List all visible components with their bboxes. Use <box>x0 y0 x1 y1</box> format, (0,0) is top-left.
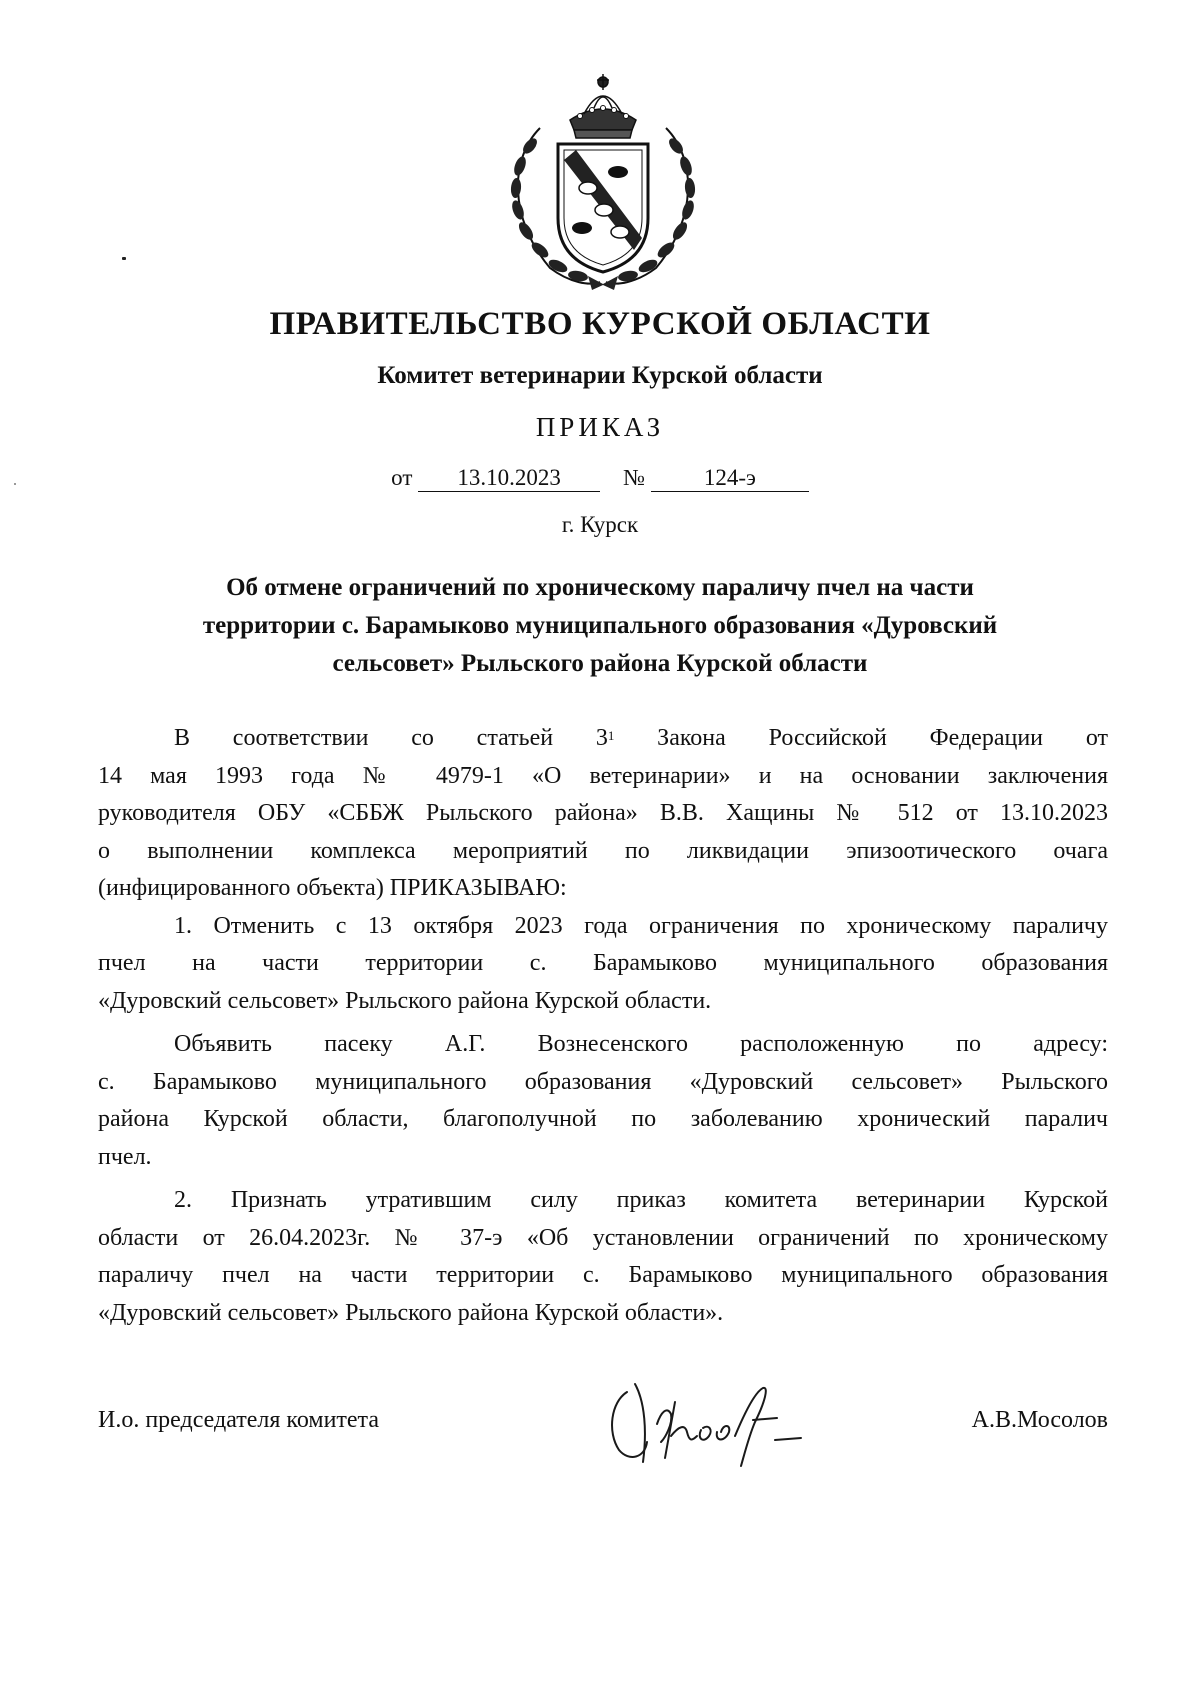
government-title: ПРАВИТЕЛЬСТВО КУРСКОЙ ОБЛАСТИ <box>269 306 931 342</box>
body-line: руководителя ОБУ «СББЖ Рыльского района» В.В. Хащины № 512 от 13.10.2023 <box>98 800 1108 826</box>
handwritten-signature <box>605 1362 835 1472</box>
subject-line: территории с. Барамыково муниципального образования «Дуровский <box>202 612 998 639</box>
coat-of-arms-icon <box>500 68 706 292</box>
body-line: района Курской области, благополучной по заболеванию хронический паралич <box>98 1106 1108 1132</box>
order-number: 124-э <box>651 465 809 492</box>
body-line: с. Барамыково муниципального образования «Дуровский сельсовет» Рыльского <box>98 1068 1108 1095</box>
signatory-position: И.о. председателя комитета <box>98 1407 379 1433</box>
body-line: параличу пчел на части территории с. Барамыково муниципального образования <box>98 1262 1108 1288</box>
committee-name: Комитет ветеринарии Курской области <box>377 362 823 389</box>
subject-line: сельсовет» Рыльского района Курской области <box>332 650 868 677</box>
body-line: Объявить пасеку А.Г. Вознесенского расположенную по адресу: <box>174 1031 1108 1057</box>
subject-line: Об отмене ограничений по хроническому параличу пчел на части <box>226 574 974 601</box>
date-prefix: от <box>391 465 413 490</box>
date-number-line <box>0 465 1200 492</box>
document-type: ПРИКАЗ <box>535 412 665 442</box>
order-subject <box>150 569 1050 683</box>
body-line: 14 мая 1993 года № 4979-1 «О ветеринарии» и на основании заключения <box>98 762 1108 789</box>
body-line: области от 26.04.2023г. № 37-э «Об установлении ограничений по хроническому <box>98 1224 1108 1251</box>
body-line: пчел на части территории с. Барамыково муниципального образования <box>98 950 1108 976</box>
signatory-name: А.В.Мосолов <box>971 1407 1108 1433</box>
body-text: В соответствии со статьей 3 <box>174 725 608 751</box>
body-line: «Дуровский сельсовет» Рыльского района Курской области. <box>98 987 712 1014</box>
scan-artifact <box>122 257 126 260</box>
body-line: (инфицированного объекта) ПРИКАЗЫВАЮ: <box>98 875 567 901</box>
body-line: 1. Отменить с 13 октября 2023 года ограничения по хроническому параличу <box>174 912 1108 939</box>
body-line: о выполнении комплекса мероприятий по ликвидации эпизоотического очага <box>98 837 1108 864</box>
body-line <box>98 720 1108 758</box>
body-line: «Дуровский сельсовет» Рыльского района Курской области». <box>98 1299 724 1326</box>
city: г. Курск <box>561 512 639 537</box>
order-date: 13.10.2023 <box>418 465 600 492</box>
body-text: Закона Российской Федерации от <box>614 725 1108 751</box>
order-body <box>98 720 1108 1332</box>
body-line: пчел. <box>98 1143 152 1170</box>
number-prefix: № <box>623 465 646 490</box>
body-line: 2. Признать утратившим силу приказ комитета ветеринарии Курской <box>174 1187 1108 1213</box>
superscript: 1 <box>607 728 615 743</box>
